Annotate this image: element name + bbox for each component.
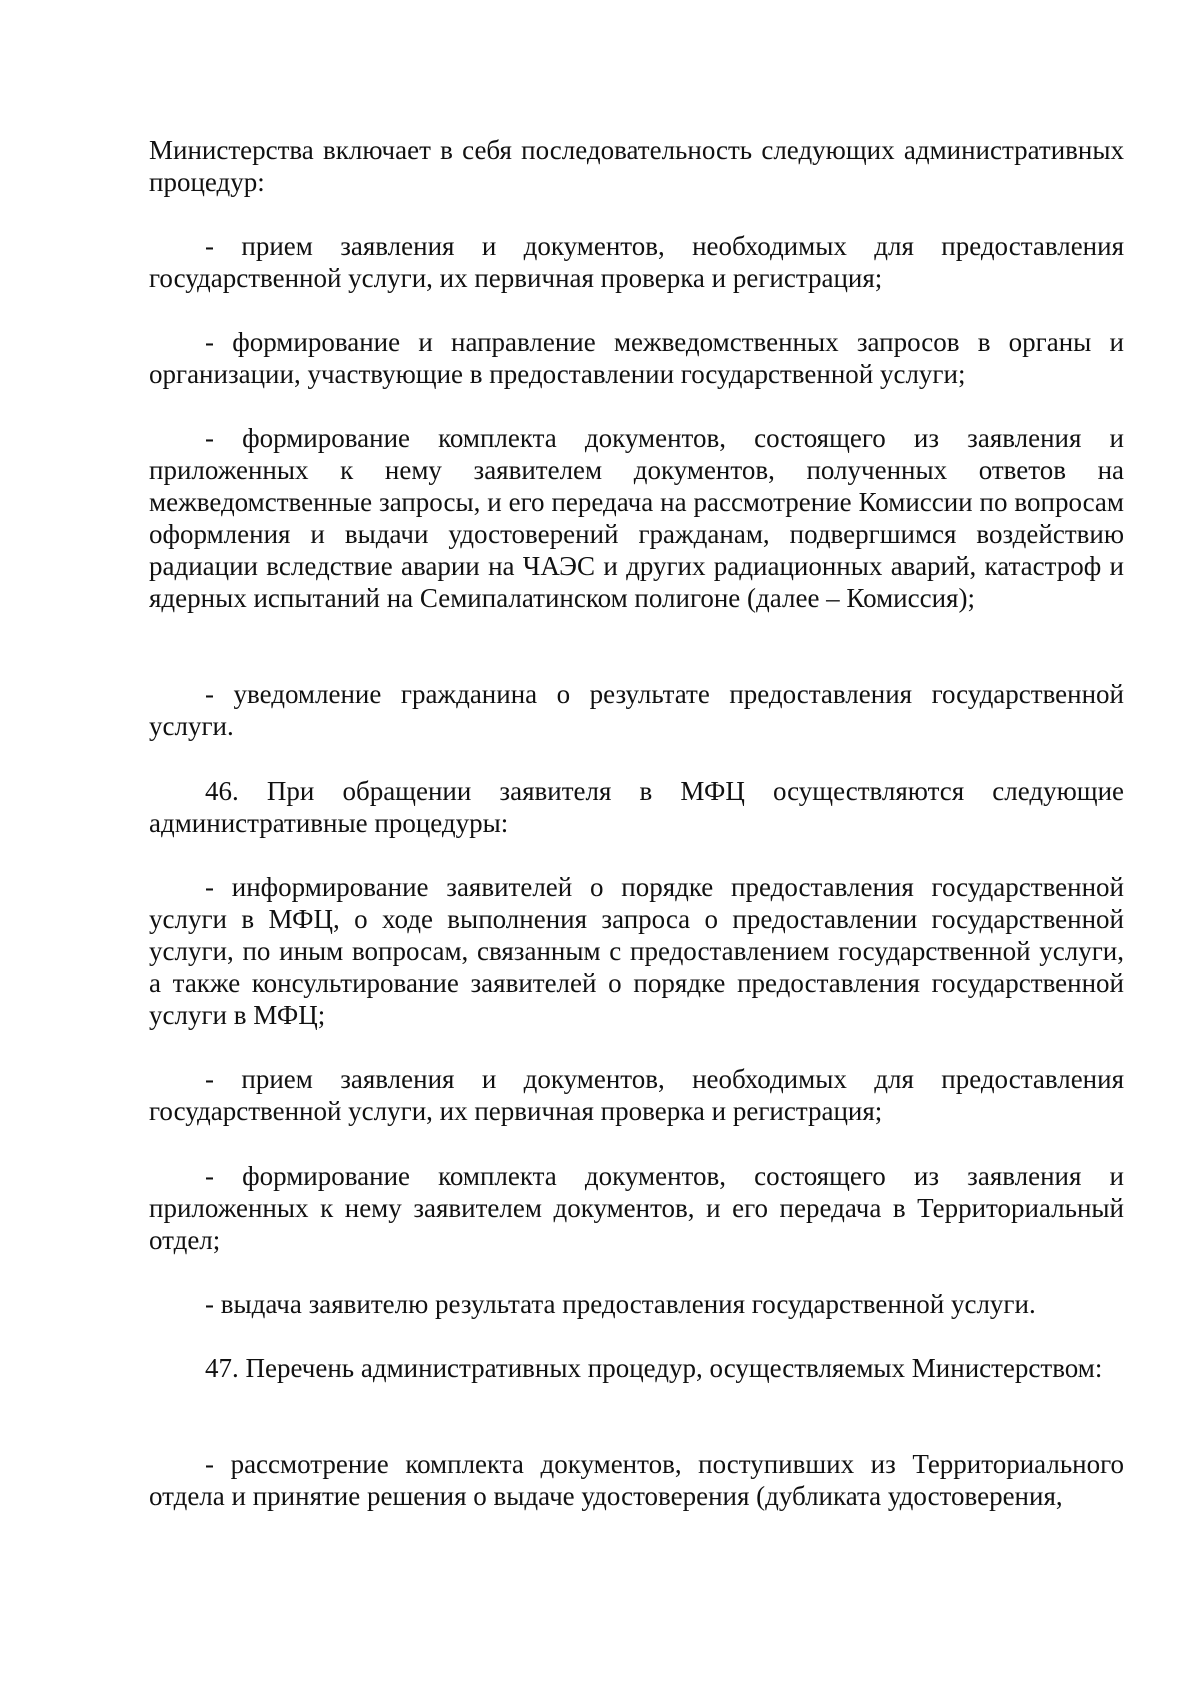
paragraph-bullet-informing: - информирование заявителей о порядке предоставления государственной услуги в МФЦ, о ходе выполнения запроса о предоставлении государственной услуги, по иным вопросам, связанным с предоставлением государственной услуги, а также консультирование заявителей о порядке предоставления государственной услуги в МФЦ; [149,872,1124,1030]
paragraph-section-46: 46. При обращении заявителя в МФЦ осуществляются следующие административные процедуры: [149,776,1124,838]
paragraph-procedures-intro: Министерства включает в себя последовательность следующих административных процедур: [149,135,1124,197]
paragraph-bullet-review: - рассмотрение комплекта документов, поступивших из Территориального отдела и принятие решения о выдаче удостоверения (дубликата удостоверения, [149,1449,1124,1511]
paragraph-bullet-interagency-requests: - формирование и направление межведомственных запросов в органы и организации, участвующие в предоставлении государственной услуги; [149,327,1124,389]
paragraph-bullet-reception: - прием заявления и документов, необходимых для предоставления государственной услуги, их первичная проверка и регистрация; [149,231,1124,293]
paragraph-bullet-document-package: - формирование комплекта документов, состоящего из заявления и приложенных к нему заявителем документов, полученных ответов на межведомственные запросы, и его передача на рассмотрение Комиссии по вопросам оформления и выдачи удостоверений гражданам, подвергшимся воздействию радиации вследствие аварии на ЧАЭС и других радиационных аварий, катастроф и ядерных испытаний на Семипалатинском полигоне (далее – Комиссия); [149,423,1124,613]
paragraph-bullet-transfer: - формирование комплекта документов, состоящего из заявления и приложенных к нему заявителем документов, и его передача в Территориальный отдел; [149,1161,1124,1255]
paragraph-bullet-result-issuance: - выдача заявителю результата предоставления государственной услуги. [205,1289,1036,1319]
paragraph-section-47: 47. Перечень административных процедур, осуществляемых Министерством: [205,1353,1103,1383]
paragraph-bullet-notification: - уведомление гражданина о результате предоставления государственной услуги. [149,679,1124,741]
paragraph-bullet-reception-mfc: - прием заявления и документов, необходимых для предоставления государственной услуги, их первичная проверка и регистрация; [149,1064,1124,1126]
